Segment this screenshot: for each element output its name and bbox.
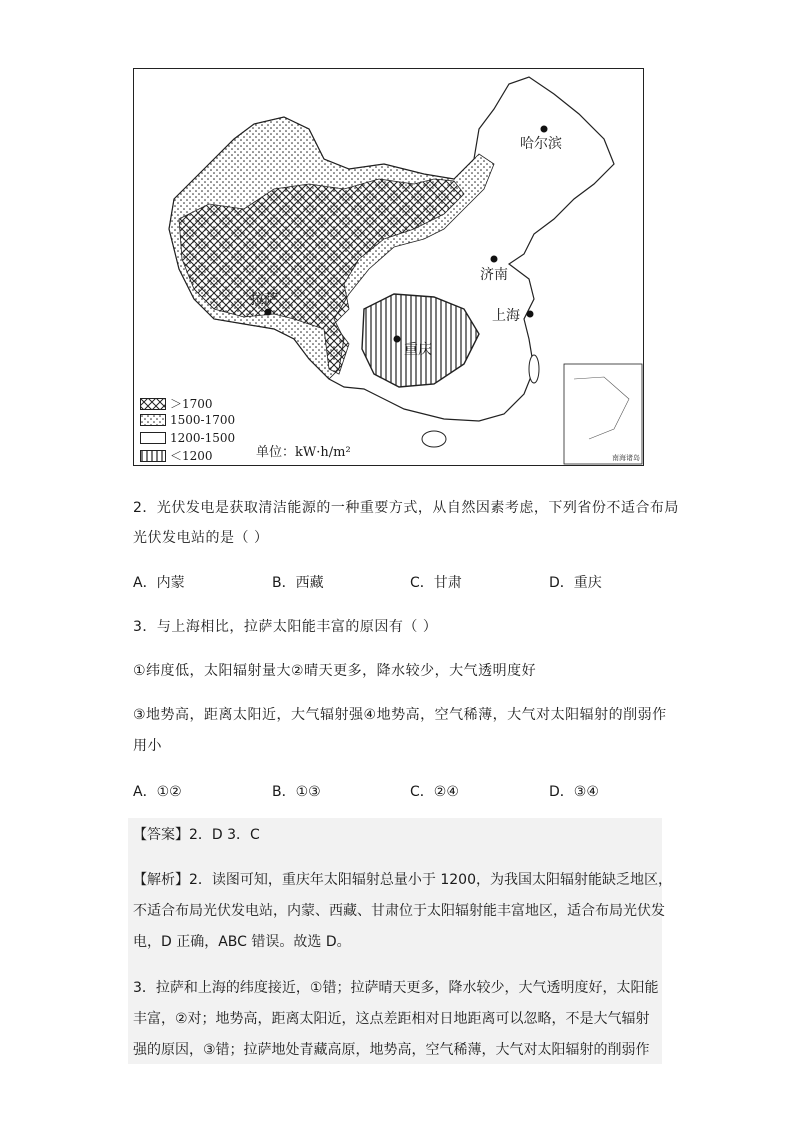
legend-label: 1500-1700: [170, 413, 236, 427]
unit-label: 单位：kW·h/m²: [256, 445, 351, 460]
q2-option-d[interactable]: D．重庆: [549, 575, 602, 591]
q2-stem-line2: 光伏发电站的是（ ）: [133, 530, 269, 546]
harbin-dot: [541, 126, 548, 133]
analysis-line2: 不适合布局光伏发电站，内蒙、西藏、甘肃位于太阳辐射能丰富地区，适合布局光伏发: [133, 903, 665, 919]
q2-option-b[interactable]: B．西藏: [272, 575, 324, 591]
q3-stem: 3．与上海相比，拉萨太阳能丰富的原因有（ ）: [133, 619, 438, 635]
city-label-lhasa: 拉萨: [250, 292, 278, 308]
analysis-line3: 电，D 正确，ABC 错误。故选 D。: [133, 934, 351, 950]
legend-item-over-1700: [140, 395, 213, 412]
legend-label: ＞1700: [170, 397, 213, 411]
q3-item-line1: ①纬度低，太阳辐射量大②晴天更多，降水较少，大气透明度好: [133, 663, 537, 679]
shanghai-dot: [527, 311, 534, 318]
q3-option-c[interactable]: C．②④: [410, 784, 459, 800]
legend-item-under-1200: [140, 447, 213, 464]
solar-radiation-map: [133, 68, 644, 466]
q3-option-a[interactable]: A．①②: [133, 784, 182, 800]
legend-item-1200-1500: [140, 431, 235, 445]
legend-label: 1200-1500: [170, 431, 236, 445]
analysis-line6: 强的原因，③错；拉萨地处青藏高原，地势高，空气稀薄，大气对太阳辐射的削弱作: [133, 1042, 650, 1058]
q3-item-line2: ③地势高，距离太阳近，大气辐射强④地势高，空气稀薄，大气对太阳辐射的削弱作: [133, 707, 667, 723]
q3-item-line3: 用小: [133, 738, 162, 754]
city-label-harbin: 哈尔滨: [520, 136, 562, 152]
legend-item-1500-1700: [140, 413, 235, 427]
legend-label: ＜1200: [170, 449, 213, 463]
chongqing-dot: [394, 336, 401, 343]
q2-option-a[interactable]: A．内蒙: [133, 575, 185, 591]
city-label-jinan: 济南: [480, 267, 508, 283]
inset-label: 南海诸岛: [612, 454, 640, 462]
analysis-line1: 【解析】2．读图可知，重庆年太阳辐射总量小于 1200，为我国太阳辐射能缺乏地区，: [133, 872, 672, 888]
q3-option-d[interactable]: D．③④: [549, 784, 599, 800]
lhasa-dot: [265, 309, 272, 316]
analysis-line5: 丰富，②对；地势高，距离太阳近，这点差距相对日地距离可以忽略，不是大气辐射: [133, 1011, 650, 1027]
city-label-chongqing: 重庆: [404, 342, 432, 358]
city-label-shanghai: 上海: [492, 308, 520, 324]
q2-stem-line1: 2．光伏发电是获取清洁能源的一种重要方式，从自然因素考虑，下列省份不适合布局: [133, 500, 679, 516]
q3-option-b[interactable]: B．①③: [272, 784, 321, 800]
jinan-dot: [491, 256, 498, 263]
answer-line: 【答案】2．D 3．C: [133, 827, 260, 843]
q2-option-c[interactable]: C．甘肃: [410, 575, 462, 591]
analysis-line4: 3．拉萨和上海的纬度接近，①错；拉萨晴天更多，降水较少，大气透明度好，太阳能: [133, 980, 659, 996]
